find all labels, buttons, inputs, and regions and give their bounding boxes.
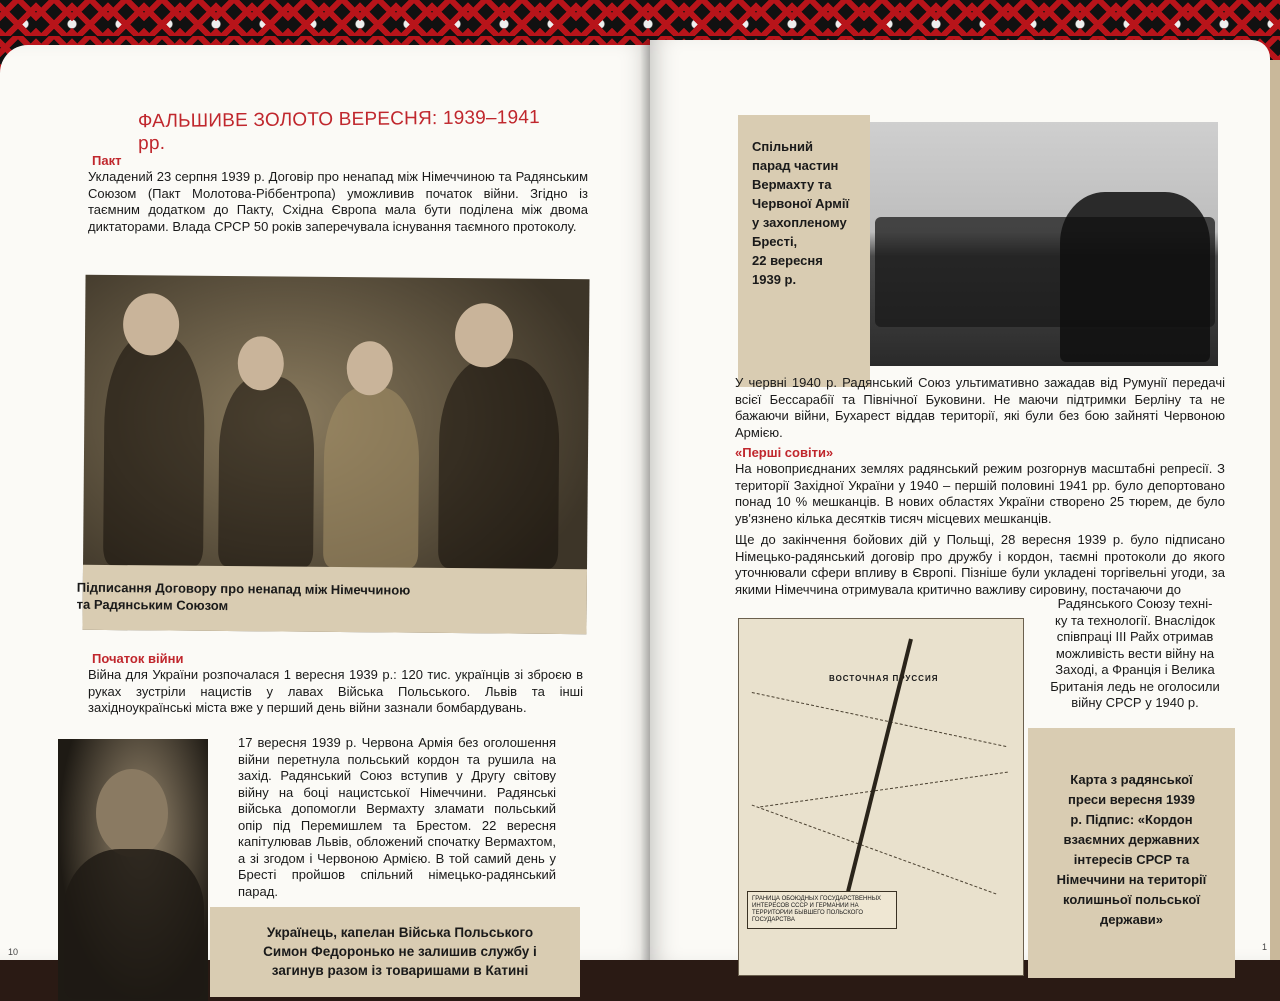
figure-2 [218,376,315,567]
right-page-number: 1 [1262,942,1268,952]
treaty-text-side [1035,596,1235,712]
treaty-side-line: Британія ледь не оголосили [1050,678,1220,694]
map-caption-line: колишньої польської [1063,892,1200,907]
map-legend: ГРАНИЦА ОБОЮДНЫХ ГОСУДАРСТВЕННЫХ ИНТЕРЕСОВ СССР И ГЕРМАНИИ НА ТЕРРИТОРИИ БЫВШЕГО ПОЛЬСКОГО ГОСУДАРСТВА [747,891,897,929]
treaty-side-line: можливість вести війну на [1055,645,1215,661]
parade-caption-line: Спільний [752,139,813,154]
map-line [752,692,1007,747]
left-page [0,45,650,978]
treaty-side-line: війну СРСР у 1940 р. [1071,695,1199,710]
figure-1 [103,335,205,566]
map-caption-line: преси вересня 1939 [1068,792,1195,807]
border-map [738,618,1024,976]
brest-parade-photo [870,122,1218,366]
figure-3 [323,387,420,568]
pact-heading: Пакт [92,153,122,168]
map-caption-line: Німеччини на території [1056,872,1207,887]
map-label-prussia: ВОСТОЧНАЯ ПРУССИЯ [829,674,939,683]
first-soviets-heading: «Перші совіти» [735,445,834,460]
parade-caption [738,115,870,387]
parade-caption-line: 22 вересня [752,253,823,268]
parade-caption-line: Червоної Армії [752,196,850,211]
chaplain-caption-line-1: Українець, капелан Війська Польського [266,925,534,940]
first-soviets-text: На новоприєднаних землях радянський режим розгорнув масштабні репресії. З території Західної України у 1940 – першій половині 1941 рр. було депортовано понад 10 % мешканців. В нових областях України створено 25 тюрем, де було ув'язнено кілька десятків тисяч місцевих мешканців. [735,461,1225,526]
romania-text: У червні 1940 р. Радянський Союз ультимативно зажадав від Румунії передачі всієї Бессарабії та Північної Буковини. Не маючи підтримки Берліну та не бажаючи війни, Бухарест віддав території, які були без бою зайняті Червоною Армією. [735,375,1225,440]
pact-signing-photo [76,275,589,634]
map-line [752,805,997,895]
map-caption-line: Карта з радянської [1070,772,1193,787]
head-3 [347,341,393,395]
map-caption [1028,728,1235,978]
map-caption-line: інтересів СРСР та [1073,852,1190,867]
chaplain-caption-line-2: Симон Федоронько не залишив службу і [263,944,537,959]
right-page [650,40,1270,960]
parade-caption-line: у захопленому [752,215,847,230]
map-line [760,772,1008,808]
parade-caption-line: 1939 р. [752,272,797,287]
war-start-text: Війна для України розпочалася 1 вересня 1939 р.: 120 тис. українців зі зброєю в руках зустріли нацистів у лавах Війська Польського. Львів та інші західноукраїнські міста вже у перший день війни зазнали бомбардувань. [88,667,583,715]
chaplain-caption-line-3: загинув разом із товаришами в Катині [271,963,529,978]
chaplain-portrait [58,739,208,1001]
figure-4 [438,358,560,569]
parade-caption-line: Вермахту та [752,177,832,192]
soldiers-foreground [1060,192,1210,362]
pact-text: Укладений 23 серпня 1939 р. Договір про ненапад між Німеччиною та Радянським Союзом (Пакт Молотова-Ріббентропа) уможливив початок війни. Згідно із таємним додатком до Пакту, Східна Європа мала бути поділена між двома диктаторами. Влада СРСР 50 років заперечувала існування таємного протоколу. [88,169,588,234]
head-2 [238,336,284,390]
parade-caption-line: Бресті, [752,234,798,249]
pact-caption-line-2: та Радянським Союзом [76,596,229,614]
left-page-number: 10 [8,947,19,957]
treaty-side-line: Радянського Союзу техні- [1057,596,1213,611]
treaty-side-line: ку та технології. Внаслідок [1055,612,1215,628]
pact-caption-line-1: Підписання Договору про ненапад між Німеччиною [76,579,411,598]
portrait-head [96,769,168,857]
treaty-side-line: співпраці ІІІ Райх отримав [1056,629,1214,644]
head-4 [455,303,514,368]
map-caption-line: р. Підпис: «Кордон [1070,812,1193,827]
map-caption-line: взаємних державних [1063,832,1200,847]
war-start-heading: Початок війни [92,651,184,666]
portrait-body [64,849,204,999]
map-caption-line: держави» [1099,912,1164,927]
treaty-side-line: Заході, а Франція і Велика [1055,662,1215,677]
pact-photo-caption [76,565,587,634]
page-title: ФАЛЬШИВЕ ЗОЛОТО ВЕРЕСНЯ: 1939–1941 рр. [137,106,540,155]
sept17-text: 17 вересня 1939 р. Червона Армія без оголошення війни перетнула польський кордон та рушила на захід. Радянський Союз вступив у Другу світову війну на боці нацистської Німеччини. Радянські війська допомогли Вермахту зламати польський опір під Перемишлем та Брестом. 22 вересня капітулював Львів, обложений спочатку Вермахтом, а зі згодом і Червоною Армією. В той самий день у Бресті пройшов спільний німецько-радянський парад. [238,735,556,899]
treaty-text: Ще до закінчення бойових дій у Польщі, 28 вересня 1939 р. було підписано Німецько-радянський договір про дружбу і кордон, таємні протоколи до якого уточнювали сфери впливу в Європі. Пізніше були укладені торгівельні угоди, за якими Німеччина отримувала критично важливу сировину, постачаючи до [735,532,1225,597]
head-1 [123,293,180,355]
parade-caption-line: парад частин [752,158,839,173]
chaplain-caption [210,907,580,997]
